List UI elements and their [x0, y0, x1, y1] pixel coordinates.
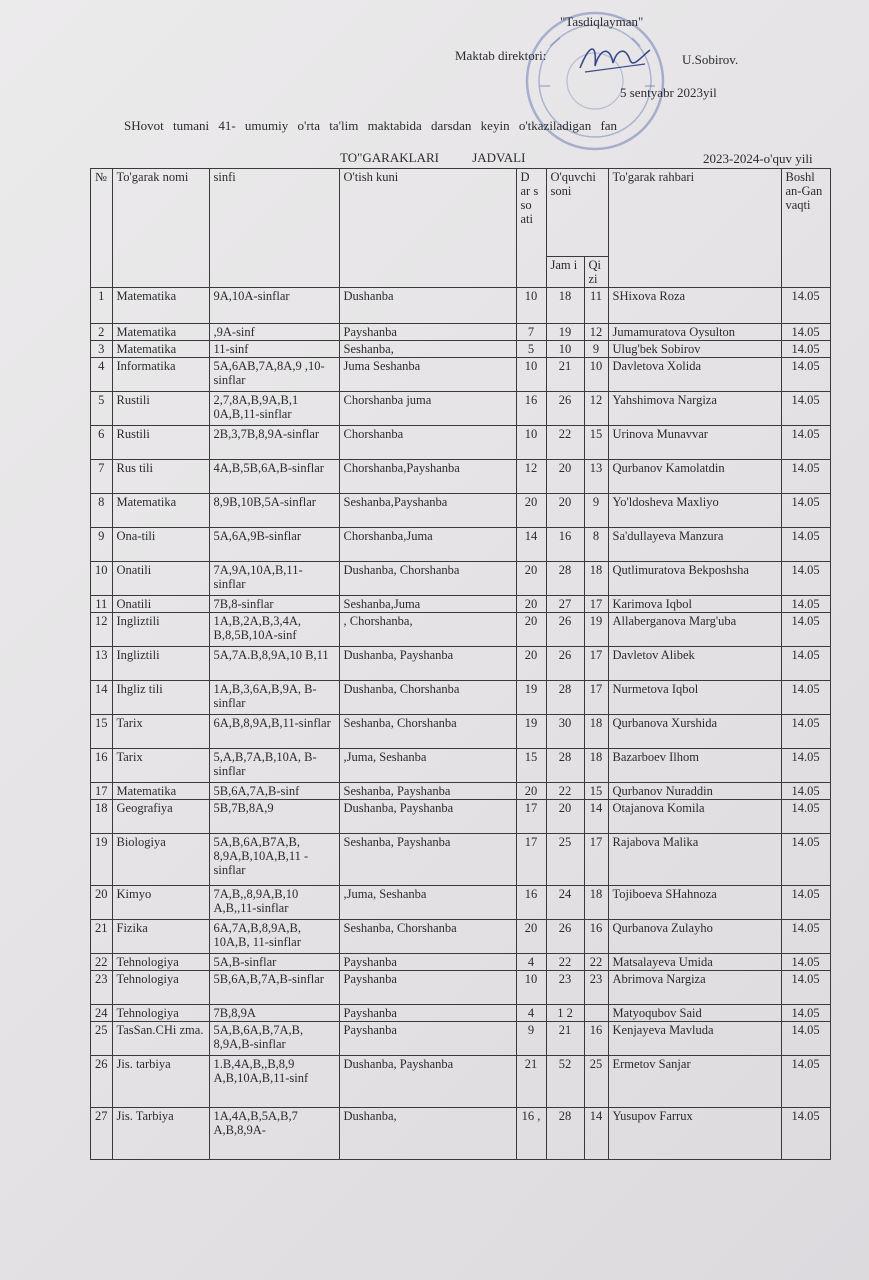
row-students-total: 26: [546, 392, 584, 426]
row-club-name: Tehnologiya: [112, 954, 209, 971]
row-students-girls: [584, 1005, 608, 1022]
row-start-time: 14.05: [781, 426, 830, 460]
table-row: [91, 800, 831, 834]
row-club-name: Matematika: [112, 341, 209, 358]
row-day: Seshanba, Chorshanba: [339, 715, 516, 749]
row-club-name: Ona-tili: [112, 528, 209, 562]
row-start-time: 14.05: [781, 920, 830, 954]
row-club-name: Tehnologiya: [112, 1005, 209, 1022]
row-day: Seshanba, Chorshanba: [339, 920, 516, 954]
table-row: [91, 288, 831, 324]
row-start-time: 14.05: [781, 528, 830, 562]
row-leader: Qutlimuratova Bekposhsha: [608, 562, 781, 596]
row-number: 20: [91, 886, 113, 920]
row-hours: 17: [516, 800, 546, 834]
row-start-time: 14.05: [781, 358, 830, 392]
row-students-girls: 16: [584, 1022, 608, 1056]
row-leader: Qurbanova Zulayho: [608, 920, 781, 954]
row-day: Dushanba, Chorshanba: [339, 562, 516, 596]
row-students-girls: 13: [584, 460, 608, 494]
row-day: ,Juma, Seshanba: [339, 886, 516, 920]
row-club-name: Jis. Tarbiya: [112, 1108, 209, 1160]
col-header-total: Jam i: [546, 257, 584, 288]
row-students-girls: 17: [584, 681, 608, 715]
row-club-name: Geografiya: [112, 800, 209, 834]
row-students-total: 28: [546, 749, 584, 783]
row-students-total: 20: [546, 460, 584, 494]
row-start-time: 14.05: [781, 324, 830, 341]
row-hours: 16: [516, 392, 546, 426]
row-number: 11: [91, 596, 113, 613]
row-classes: 7A,9A,10A,B,11-sinflar: [209, 562, 339, 596]
row-hours: 16: [516, 886, 546, 920]
row-leader: Qurbanov Kamolatdin: [608, 460, 781, 494]
row-start-time: 14.05: [781, 1022, 830, 1056]
row-day: Seshanba,Juma: [339, 596, 516, 613]
col-header-day: O'tish kuni: [339, 169, 516, 288]
row-leader: Davletova Xolida: [608, 358, 781, 392]
row-hours: 10: [516, 288, 546, 324]
row-students-girls: 25: [584, 1056, 608, 1108]
row-day: Dushanba, Payshanba: [339, 647, 516, 681]
row-club-name: Informatika: [112, 358, 209, 392]
row-hours: 14: [516, 528, 546, 562]
row-hours: 9: [516, 1022, 546, 1056]
row-day: Chorshanba,Juma: [339, 528, 516, 562]
row-number: 6: [91, 426, 113, 460]
row-number: 2: [91, 324, 113, 341]
row-students-total: 23: [546, 971, 584, 1005]
row-club-name: Matematika: [112, 324, 209, 341]
row-number: 7: [91, 460, 113, 494]
row-club-name: Onatili: [112, 596, 209, 613]
row-leader: Sa'dullayeva Manzura: [608, 528, 781, 562]
row-start-time: 14.05: [781, 1056, 830, 1108]
row-students-total: 26: [546, 613, 584, 647]
row-number: 26: [91, 1056, 113, 1108]
document-title: TO"GARAKLARI JADVALI: [340, 150, 526, 165]
col-header-number: №: [91, 169, 113, 288]
row-students-total: 16: [546, 528, 584, 562]
row-leader: Yo'ldosheva Maxliyo: [608, 494, 781, 528]
row-students-girls: 19: [584, 613, 608, 647]
row-hours: 19: [516, 715, 546, 749]
row-club-name: Biologiya: [112, 834, 209, 886]
row-start-time: 14.05: [781, 834, 830, 886]
row-students-total: 22: [546, 783, 584, 800]
table-row: [91, 783, 831, 800]
table-row: [91, 647, 831, 681]
row-students-girls: 9: [584, 494, 608, 528]
row-classes: 5A,B,6A,B,7A,B, 8,9A,B-sinflar: [209, 1022, 339, 1056]
table-row: [91, 971, 831, 1005]
row-students-girls: 18: [584, 562, 608, 596]
row-students-girls: 10: [584, 358, 608, 392]
row-classes: 11-sinf: [209, 341, 339, 358]
row-start-time: 14.05: [781, 1108, 830, 1160]
col-header-club-name: To'garak nomi: [112, 169, 209, 288]
row-day: Payshanba: [339, 954, 516, 971]
row-students-total: 21: [546, 358, 584, 392]
row-day: Payshanba: [339, 971, 516, 1005]
row-number: 18: [91, 800, 113, 834]
row-students-girls: 22: [584, 954, 608, 971]
row-number: 13: [91, 647, 113, 681]
row-hours: 10: [516, 426, 546, 460]
row-start-time: 14.05: [781, 392, 830, 426]
row-students-girls: 18: [584, 886, 608, 920]
row-students-girls: 23: [584, 971, 608, 1005]
row-leader: Davletov Alibek: [608, 647, 781, 681]
row-number: 22: [91, 954, 113, 971]
col-header-start-time: Boshl an-Gan vaqti: [781, 169, 830, 288]
row-leader: Ermetov Sanjar: [608, 1056, 781, 1108]
row-hours: 7: [516, 324, 546, 341]
row-number: 4: [91, 358, 113, 392]
table-row: [91, 749, 831, 783]
row-club-name: Tarix: [112, 749, 209, 783]
table-row: [91, 494, 831, 528]
row-number: 12: [91, 613, 113, 647]
row-students-total: 52: [546, 1056, 584, 1108]
row-classes: 6A,B,8,9A,B,11-sinflar: [209, 715, 339, 749]
row-number: 9: [91, 528, 113, 562]
row-students-total: 10: [546, 341, 584, 358]
row-students-girls: 14: [584, 800, 608, 834]
academic-year: 2023-2024-o'quv yili: [703, 151, 813, 166]
row-classes: 2,7,8A,B,9A,B,1 0A,B,11-sinflar: [209, 392, 339, 426]
row-start-time: 14.05: [781, 596, 830, 613]
director-name: U.Sobirov.: [682, 52, 739, 67]
row-number: 16: [91, 749, 113, 783]
row-students-total: 28: [546, 562, 584, 596]
row-leader: Nurmetova Iqbol: [608, 681, 781, 715]
table-row: [91, 1056, 831, 1108]
row-classes: 7A,B,,8,9A,B,10 A,B,,11-sinflar: [209, 886, 339, 920]
row-leader: Otajanova Komila: [608, 800, 781, 834]
col-header-hours: D ar s so ati: [516, 169, 546, 288]
row-leader: Matsalayeva Umida: [608, 954, 781, 971]
row-students-girls: 12: [584, 392, 608, 426]
row-number: 25: [91, 1022, 113, 1056]
row-day: Dushanba: [339, 288, 516, 324]
row-day: Payshanba: [339, 1022, 516, 1056]
row-hours: 19: [516, 681, 546, 715]
row-number: 19: [91, 834, 113, 886]
approval-date: 5 sentyabr 2023yil: [620, 85, 717, 100]
table-row: [91, 426, 831, 460]
row-classes: 2B,3,7B,8,9A-sinflar: [209, 426, 339, 460]
row-club-name: Matematika: [112, 288, 209, 324]
row-number: 1: [91, 288, 113, 324]
row-students-total: 30: [546, 715, 584, 749]
row-club-name: Kimyo: [112, 886, 209, 920]
row-students-total: 18: [546, 288, 584, 324]
row-club-name: Ingliztili: [112, 613, 209, 647]
row-day: ,Juma, Seshanba: [339, 749, 516, 783]
row-club-name: Fizika: [112, 920, 209, 954]
row-club-name: Rus tili: [112, 460, 209, 494]
row-day: Chorshanba juma: [339, 392, 516, 426]
row-start-time: 14.05: [781, 800, 830, 834]
row-hours: 17: [516, 834, 546, 886]
approval-label: "Tasdiqlayman": [560, 14, 644, 29]
row-start-time: 14.05: [781, 562, 830, 596]
row-day: Payshanba: [339, 324, 516, 341]
row-classes: 5B,6A,B,7A,B-sinflar: [209, 971, 339, 1005]
row-students-girls: 11: [584, 288, 608, 324]
row-hours: 16 ,: [516, 1108, 546, 1160]
table-row: [91, 834, 831, 886]
row-hours: 10: [516, 358, 546, 392]
row-leader: SHixova Roza: [608, 288, 781, 324]
table-row: [91, 715, 831, 749]
row-leader: Bazarboev Ilhom: [608, 749, 781, 783]
row-start-time: 14.05: [781, 954, 830, 971]
row-hours: 20: [516, 783, 546, 800]
row-start-time: 14.05: [781, 886, 830, 920]
row-hours: 20: [516, 562, 546, 596]
row-day: Dushanba, Payshanba: [339, 800, 516, 834]
table-row: [91, 1022, 831, 1056]
table-row: [91, 1108, 831, 1160]
row-students-total: 20: [546, 800, 584, 834]
row-classes: 5A,7A.B,8,9A,10 B,11: [209, 647, 339, 681]
row-classes: 7B,8,9A: [209, 1005, 339, 1022]
row-number: 5: [91, 392, 113, 426]
row-students-total: 28: [546, 1108, 584, 1160]
row-hours: 4: [516, 954, 546, 971]
row-club-name: Matematika: [112, 494, 209, 528]
row-leader: Yusupov Farrux: [608, 1108, 781, 1160]
row-students-total: 28: [546, 681, 584, 715]
row-hours: 20: [516, 596, 546, 613]
row-club-name: Rustili: [112, 392, 209, 426]
row-start-time: 14.05: [781, 494, 830, 528]
row-hours: 15: [516, 749, 546, 783]
row-club-name: Tehnologiya: [112, 971, 209, 1005]
table-row: [91, 1005, 831, 1022]
row-number: 17: [91, 783, 113, 800]
director-label: Maktab direktori:: [455, 48, 547, 63]
row-students-girls: 12: [584, 324, 608, 341]
table-row: [91, 562, 831, 596]
row-day: Payshanba: [339, 1005, 516, 1022]
row-club-name: Onatili: [112, 562, 209, 596]
row-classes: 5A,B-sinflar: [209, 954, 339, 971]
row-start-time: 14.05: [781, 971, 830, 1005]
row-club-name: Matematika: [112, 783, 209, 800]
club-schedule-table: [90, 168, 831, 1160]
row-day: Dushanba, Payshanba: [339, 1056, 516, 1108]
table-row: [91, 886, 831, 920]
row-classes: 6A,7A,B,8,9A,B, 10A,B, 11-sinflar: [209, 920, 339, 954]
row-students-total: 27: [546, 596, 584, 613]
row-leader: Matyoqubov Said: [608, 1005, 781, 1022]
director-signature: [575, 38, 655, 78]
row-students-girls: 15: [584, 426, 608, 460]
row-classes: 7B,8-sinflar: [209, 596, 339, 613]
row-day: Seshanba,Payshanba: [339, 494, 516, 528]
row-classes: 5B,7B,8A,9: [209, 800, 339, 834]
row-classes: 8,9B,10B,5A-sinflar: [209, 494, 339, 528]
row-students-girls: 17: [584, 596, 608, 613]
row-club-name: Jis. tarbiya: [112, 1056, 209, 1108]
row-students-girls: 14: [584, 1108, 608, 1160]
table-row: [91, 596, 831, 613]
table-row: [91, 460, 831, 494]
row-leader: Yahshimova Nargiza: [608, 392, 781, 426]
row-classes: 4A,B,5B,6A,B-sinflar: [209, 460, 339, 494]
row-day: Dushanba,: [339, 1108, 516, 1160]
col-header-classes: sinfi: [209, 169, 339, 288]
row-start-time: 14.05: [781, 341, 830, 358]
row-start-time: 14.05: [781, 783, 830, 800]
row-classes: 5A,6A,9B-sinflar: [209, 528, 339, 562]
row-students-total: 1 2: [546, 1005, 584, 1022]
row-students-girls: 15: [584, 783, 608, 800]
row-hours: 12: [516, 460, 546, 494]
row-number: 10: [91, 562, 113, 596]
row-leader: Abrimova Nargiza: [608, 971, 781, 1005]
row-hours: 4: [516, 1005, 546, 1022]
row-hours: 20: [516, 920, 546, 954]
row-students-girls: 18: [584, 715, 608, 749]
row-number: 8: [91, 494, 113, 528]
row-day: , Chorshanba,: [339, 613, 516, 647]
row-start-time: 14.05: [781, 1005, 830, 1022]
row-club-name: Rustili: [112, 426, 209, 460]
document-subtitle: SHovot tumani 41- umumiy o'rta ta'lim maktabida darsdan keyin o'tkaziladigan fan: [124, 118, 618, 133]
row-start-time: 14.05: [781, 647, 830, 681]
row-hours: 10: [516, 971, 546, 1005]
row-day: Seshanba, Payshanba: [339, 783, 516, 800]
row-day: Seshanba, Payshanba: [339, 834, 516, 886]
table-row: [91, 920, 831, 954]
row-classes: 1A,B,2A,B,3,4A, B,8,5B,10A-sinf: [209, 613, 339, 647]
row-leader: Qurbanov Nuraddin: [608, 783, 781, 800]
row-leader: Tojiboeva SHahnoza: [608, 886, 781, 920]
row-students-girls: 8: [584, 528, 608, 562]
row-leader: Qurbanova Xurshida: [608, 715, 781, 749]
row-students-total: 22: [546, 426, 584, 460]
table-row: [91, 681, 831, 715]
row-club-name: Ingliztili: [112, 647, 209, 681]
table-row: [91, 392, 831, 426]
row-students-girls: 9: [584, 341, 608, 358]
table-row: [91, 324, 831, 341]
row-classes: 9A,10A-sinflar: [209, 288, 339, 324]
row-day: Dushanba, Chorshanba: [339, 681, 516, 715]
row-number: 27: [91, 1108, 113, 1160]
row-start-time: 14.05: [781, 288, 830, 324]
row-classes: ,9A-sinf: [209, 324, 339, 341]
row-students-girls: 16: [584, 920, 608, 954]
row-number: 14: [91, 681, 113, 715]
row-students-girls: 17: [584, 647, 608, 681]
row-day: Juma Seshanba: [339, 358, 516, 392]
row-start-time: 14.05: [781, 613, 830, 647]
table-row: [91, 528, 831, 562]
row-start-time: 14.05: [781, 681, 830, 715]
row-leader: Kenjayeva Mavluda: [608, 1022, 781, 1056]
row-number: 15: [91, 715, 113, 749]
row-start-time: 14.05: [781, 460, 830, 494]
table-row: [91, 954, 831, 971]
row-students-girls: 18: [584, 749, 608, 783]
row-classes: 1A,4A,B,5A,B,7 A,B,8,9A-: [209, 1108, 339, 1160]
table-row: [91, 341, 831, 358]
row-leader: Karimova Iqbol: [608, 596, 781, 613]
row-leader: Allaberganova Marg'uba: [608, 613, 781, 647]
row-day: Seshanba,: [339, 341, 516, 358]
row-students-total: 26: [546, 920, 584, 954]
row-leader: Ulug'bek Sobirov: [608, 341, 781, 358]
row-number: 24: [91, 1005, 113, 1022]
row-students-total: 20: [546, 494, 584, 528]
table-row: [91, 358, 831, 392]
row-classes: 5A,B,6A,B7A,B, 8,9A,B,10A,B,11 -sinflar: [209, 834, 339, 886]
row-students-total: 21: [546, 1022, 584, 1056]
row-leader: Jumamuratova Oysulton: [608, 324, 781, 341]
col-header-girls: Qi zi: [584, 257, 608, 288]
table-row: [91, 613, 831, 647]
row-start-time: 14.05: [781, 749, 830, 783]
col-header-students: O'quvchi soni: [546, 169, 608, 257]
row-start-time: 14.05: [781, 715, 830, 749]
row-classes: 5A,6AB,7A,8A,9 ,10-sinflar: [209, 358, 339, 392]
row-students-total: 26: [546, 647, 584, 681]
col-header-leader: To'garak rahbari: [608, 169, 781, 288]
row-students-total: 19: [546, 324, 584, 341]
row-students-total: 22: [546, 954, 584, 971]
row-classes: 5B,6A,7A,B-sinf: [209, 783, 339, 800]
row-hours: 20: [516, 613, 546, 647]
row-students-total: 24: [546, 886, 584, 920]
row-students-girls: 17: [584, 834, 608, 886]
row-number: 3: [91, 341, 113, 358]
row-classes: 1.B,4A,B,,B,8,9 A,B,10A,B,11-sinf: [209, 1056, 339, 1108]
row-students-total: 25: [546, 834, 584, 886]
row-leader: Urinova Munavvar: [608, 426, 781, 460]
row-hours: 20: [516, 647, 546, 681]
row-classes: 1A,B,3,6A,B,9A, B-sinflar: [209, 681, 339, 715]
row-club-name: Ihgliz tili: [112, 681, 209, 715]
row-club-name: Tarix: [112, 715, 209, 749]
row-number: 21: [91, 920, 113, 954]
row-day: Chorshanba,Payshanba: [339, 460, 516, 494]
row-day: Chorshanba: [339, 426, 516, 460]
row-classes: 5,A,B,7A,B,10A, B-sinflar: [209, 749, 339, 783]
row-club-name: TasSan.CHi zma.: [112, 1022, 209, 1056]
row-hours: 21: [516, 1056, 546, 1108]
row-leader: Rajabova Malika: [608, 834, 781, 886]
row-hours: 5: [516, 341, 546, 358]
row-hours: 20: [516, 494, 546, 528]
row-number: 23: [91, 971, 113, 1005]
